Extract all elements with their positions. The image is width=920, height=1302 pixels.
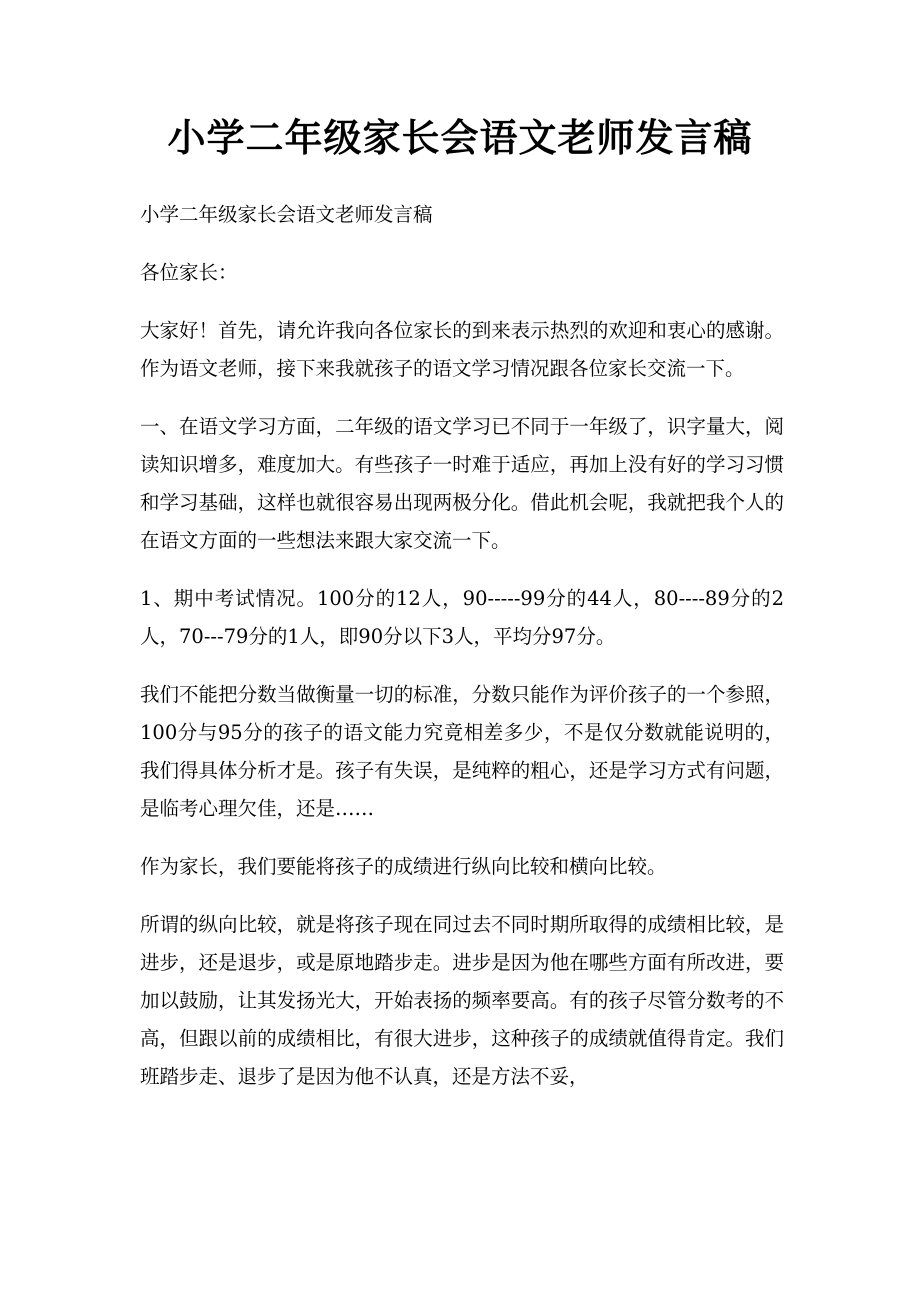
document-body: [140, 196, 784, 1116]
paragraph-score-analysis: 我们不能把分数当做衡量一切的标准，分数只能作为评价孩子的一个参照，100分与95分的孩子的语文能力究竟相差多少，不是仅分数就能说明的，我们得具体分析才是。孩子有失误，是纯粹的粗心，还是学习方式有问题，是临考心理欠佳，还是……: [140, 683, 784, 820]
paragraph-salutation: 各位家长：: [140, 261, 238, 284]
paragraph-exam-results: 1、期中考试情况。100分的12人，90-----99分的44人，80----89分的2人，70---79分的1人，即90分以下3人，平均分97分。: [140, 587, 784, 648]
paragraph-comparison-intro: 作为家长，我们要能将孩子的成绩进行纵向比较和横向比较。: [140, 855, 667, 878]
paragraph-section-one: 一、在语文学习方面，二年级的语文学习已不同于一年级了，识字量大，阅读知识增多，难度加大。有些孩子一时难于适应，再加上没有好的学习习惯和学习基础，这样也就很容易出现两极分化。借此机会呢，我就把我个人的在语文方面的一些想法来跟大家交流一下。: [140, 415, 784, 552]
paragraph-greeting: 大家好！首先，请允许我向各位家长的到来表示热烈的欢迎和衷心的感谢。作为语文老师，接下来我就孩子的语文学习情况跟各位家长交流一下。: [140, 319, 784, 380]
document-title: 小学二年级家长会语文老师发言稿: [167, 115, 753, 160]
paragraph-subtitle: 小学二年级家长会语文老师发言稿: [140, 203, 433, 226]
paragraph-vertical-comparison: 所谓的纵向比较，就是将孩子现在同过去不同时期所取得的成绩相比较，是进步，还是退步，或是原地踏步走。进步是因为他在哪些方面有所改进，要加以鼓励，让其发扬光大，开始表扬的频率要高。有的孩子尽管分数考的不高，但跟以前的成绩相比，有很大进步，这种孩子的成绩就值得肯定。我们班踏步走、退步了是因为他不认真，还是方法不妥，: [140, 913, 784, 1088]
